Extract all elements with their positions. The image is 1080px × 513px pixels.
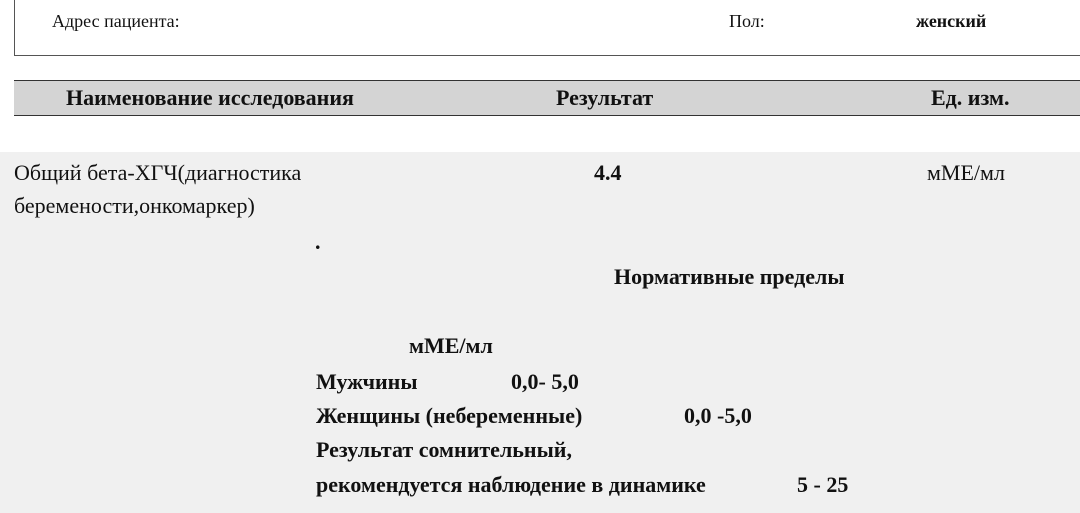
patient-sex-value: женский (916, 11, 987, 31)
reference-doubtful-line1: Результат сомнительный, (316, 437, 572, 462)
reference-doubtful-line2: рекомендуется наблюдение в динамике (316, 472, 706, 497)
reference-title: Нормативные пределы (614, 264, 845, 289)
reference-men-label: Мужчины (316, 369, 418, 394)
test-result-value: 4.4 (594, 160, 622, 185)
dot-mark: . (315, 229, 321, 254)
patient-address-label: Адрес пациента: (52, 11, 180, 31)
test-unit: мМЕ/мл (927, 160, 1005, 185)
test-name-line1: Общий бета-ХГЧ(диагностика (14, 160, 302, 185)
reference-women-label: Женщины (небеременные) (316, 403, 583, 428)
reference-men-value: 0,0- 5,0 (511, 369, 579, 394)
table-header (14, 80, 1080, 116)
reference-doubtful-value: 5 - 25 (797, 472, 849, 497)
reference-women-value: 0,0 -5,0 (684, 403, 752, 428)
reference-unit: мМЕ/мл (409, 333, 493, 358)
header-test-name: Наименование исследования (66, 85, 354, 110)
test-name-line2: беремености,онкомаркер) (14, 193, 255, 218)
header-result: Результат (556, 85, 654, 110)
patient-sex-label: Пол: (729, 11, 765, 31)
header-unit: Ед. изм. (931, 85, 1010, 110)
